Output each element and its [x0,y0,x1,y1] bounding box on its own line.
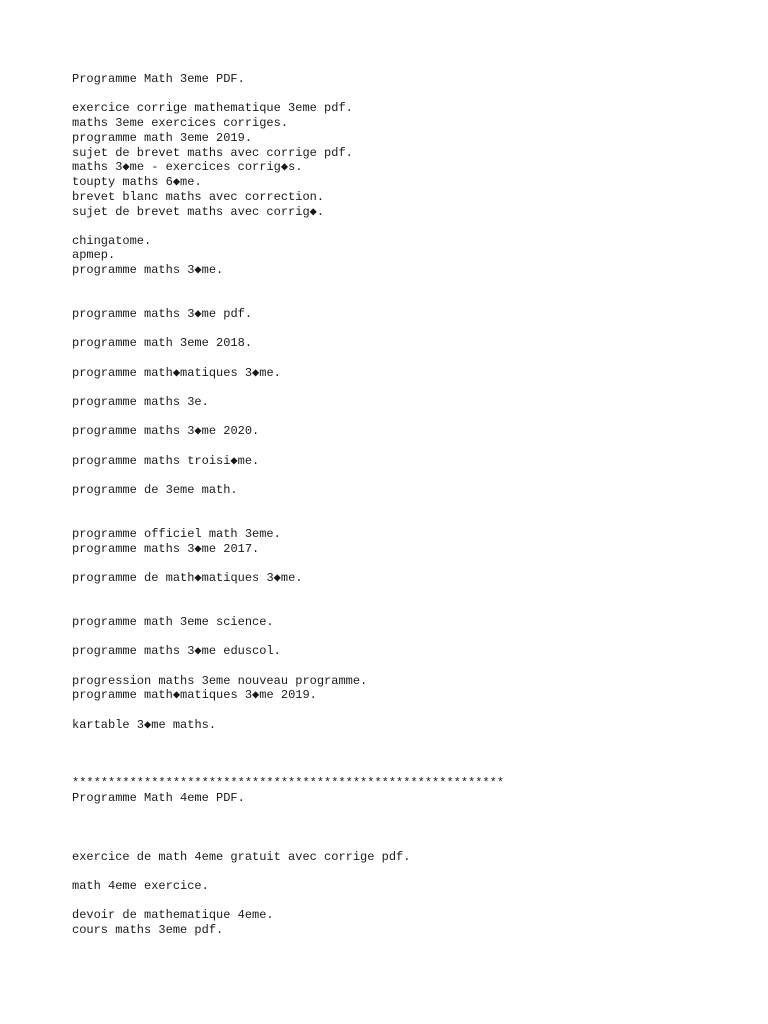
text-line: programme math 3eme science. [72,615,274,629]
text-line: programme maths 3◆me eduscol. [72,644,281,658]
text-line: programme math◆matiques 3◆me 2019. [72,688,317,702]
text-line: exercice de math 4eme gratuit avec corrige pdf. [72,850,411,864]
section-heading-3eme: Programme Math 3eme PDF. [72,72,245,86]
text-line: exercice corrige mathematique 3eme pdf. [72,101,353,115]
text-line: programme maths 3◆me. [72,263,224,277]
text-line: devoir de mathematique 4eme. [72,908,274,922]
text-line: chingatome. [72,234,152,248]
text-line: programme maths 3e. [72,395,209,409]
text-line: programme maths 3◆me 2020. [72,424,260,438]
section-heading-4eme: Programme Math 4eme PDF. [72,791,245,805]
text-line: cours maths 3eme pdf. [72,923,224,937]
text-line: programme math 3eme 2019. [72,131,253,145]
text-line: math 4eme exercice. [72,879,209,893]
text-line: brevet blanc maths avec correction. [72,190,325,204]
text-line: maths 3◆me - exercices corrig◆s. [72,160,303,174]
text-line: progression maths 3eme nouveau programme. [72,674,368,688]
text-line: sujet de brevet maths avec corrige pdf. [72,146,353,160]
text-line: programme maths 3◆me pdf. [72,307,253,321]
separator-line: ************************************************************ [72,776,505,790]
text-line: programme de math◆matiques 3◆me. [72,571,303,585]
text-line: programme maths 3◆me 2017. [72,542,260,556]
text-line: programme math 3eme 2018. [72,336,253,350]
text-line: toupty maths 6◆me. [72,175,202,189]
text-line: kartable 3◆me maths. [72,718,217,732]
text-line: apmep. [72,248,116,262]
text-line: programme officiel math 3eme. [72,527,281,541]
text-line: maths 3eme exercices corriges. [72,116,289,130]
text-line: programme de 3eme math. [72,483,238,497]
text-line: programme math◆matiques 3◆me. [72,366,281,380]
text-line: programme maths troisi◆me. [72,454,260,468]
text-line: sujet de brevet maths avec corrig◆. [72,205,325,219]
